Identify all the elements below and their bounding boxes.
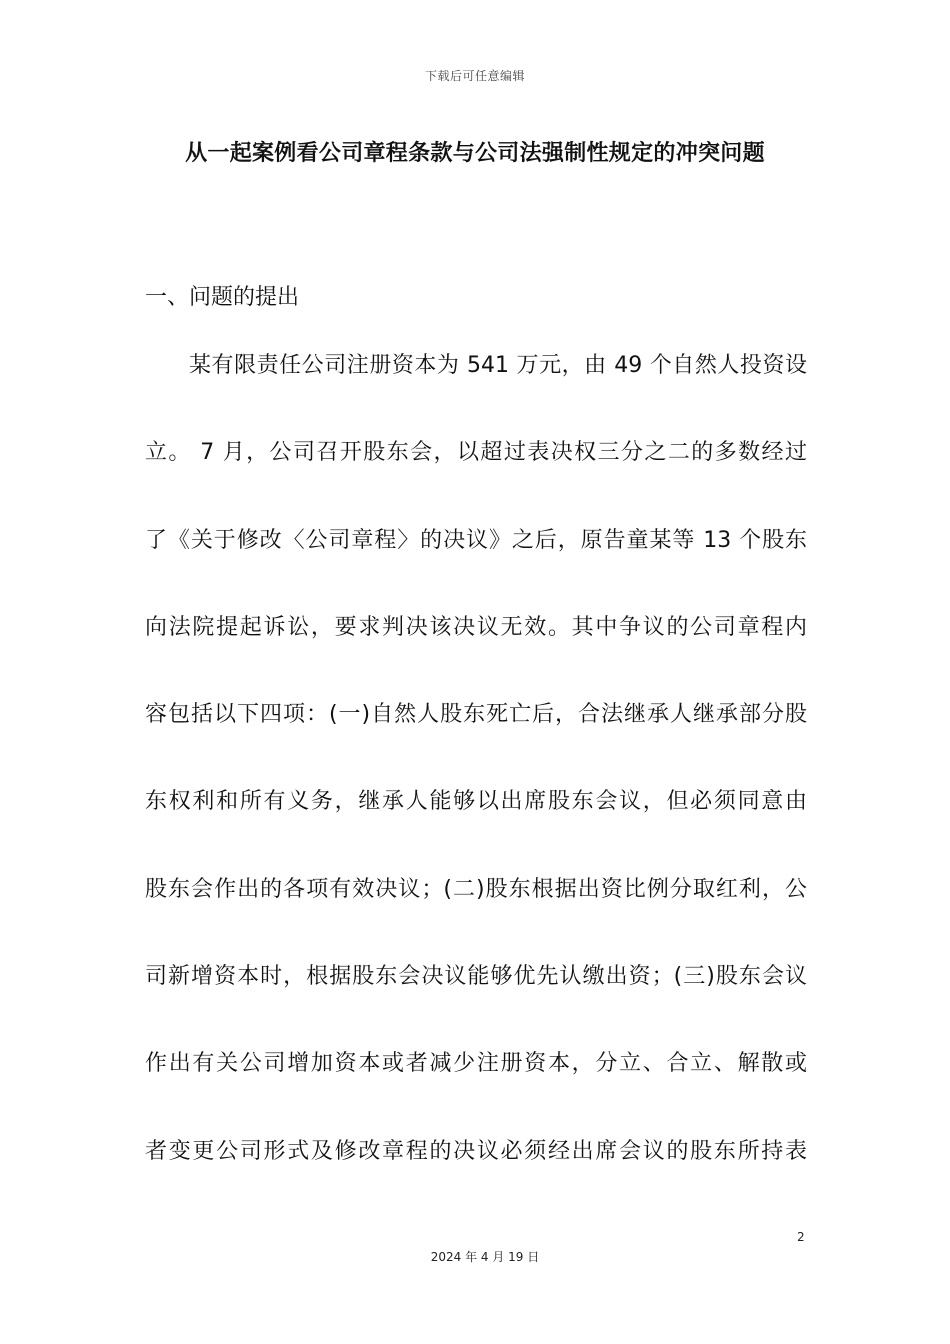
paragraph-line: 司新增资本时，根据股东会决议能够优先认缴出资；(三)股东会议 [145, 964, 807, 990]
body-paragraph [145, 340, 807, 1213]
document-title: 从一起案例看公司章程条款与公司法强制性规定的冲突问题 [185, 141, 765, 166]
paragraph-line: 向法院提起诉讼，要求判决该决议无效。其中争议的公司章程内 [145, 614, 807, 640]
paragraph-line: 了《关于修改〈公司章程〉的决议》之后，原告童某等 13 个股东 [145, 527, 807, 553]
paragraph-line: 容包括以下四项：(一)自然人股东死亡后，合法继承人继承部分股 [145, 702, 807, 728]
page-number: 2 [797, 1230, 805, 1244]
footer-date: 2024 年 4 月 19 日 [430, 1250, 540, 1264]
paragraph-line: 作出有关公司增加资本或者减少注册资本，分立、合立、解散或 [145, 1051, 807, 1077]
paragraph-line: 者变更公司形式及修改章程的决议必须经出席会议的股东所持表 [145, 1138, 807, 1164]
paragraph-line: 东权利和所有义务，继承人能够以出席股东会议，但必须同意由 [145, 789, 807, 815]
section-heading: 一、问题的提出 [145, 285, 300, 310]
paragraph-line: 股东会作出的各项有效决议；(二)股东根据出资比例分取红利，公 [145, 876, 807, 902]
header-note: 下载后可任意编辑 [424, 69, 525, 83]
paragraph-line: 某有限责任公司注册资本为 541 万元，由 49 个自然人投资设 [189, 353, 807, 378]
paragraph-line: 立。 7 月，公司召开股东会，以超过表决权三分之二的多数经过 [145, 440, 807, 466]
